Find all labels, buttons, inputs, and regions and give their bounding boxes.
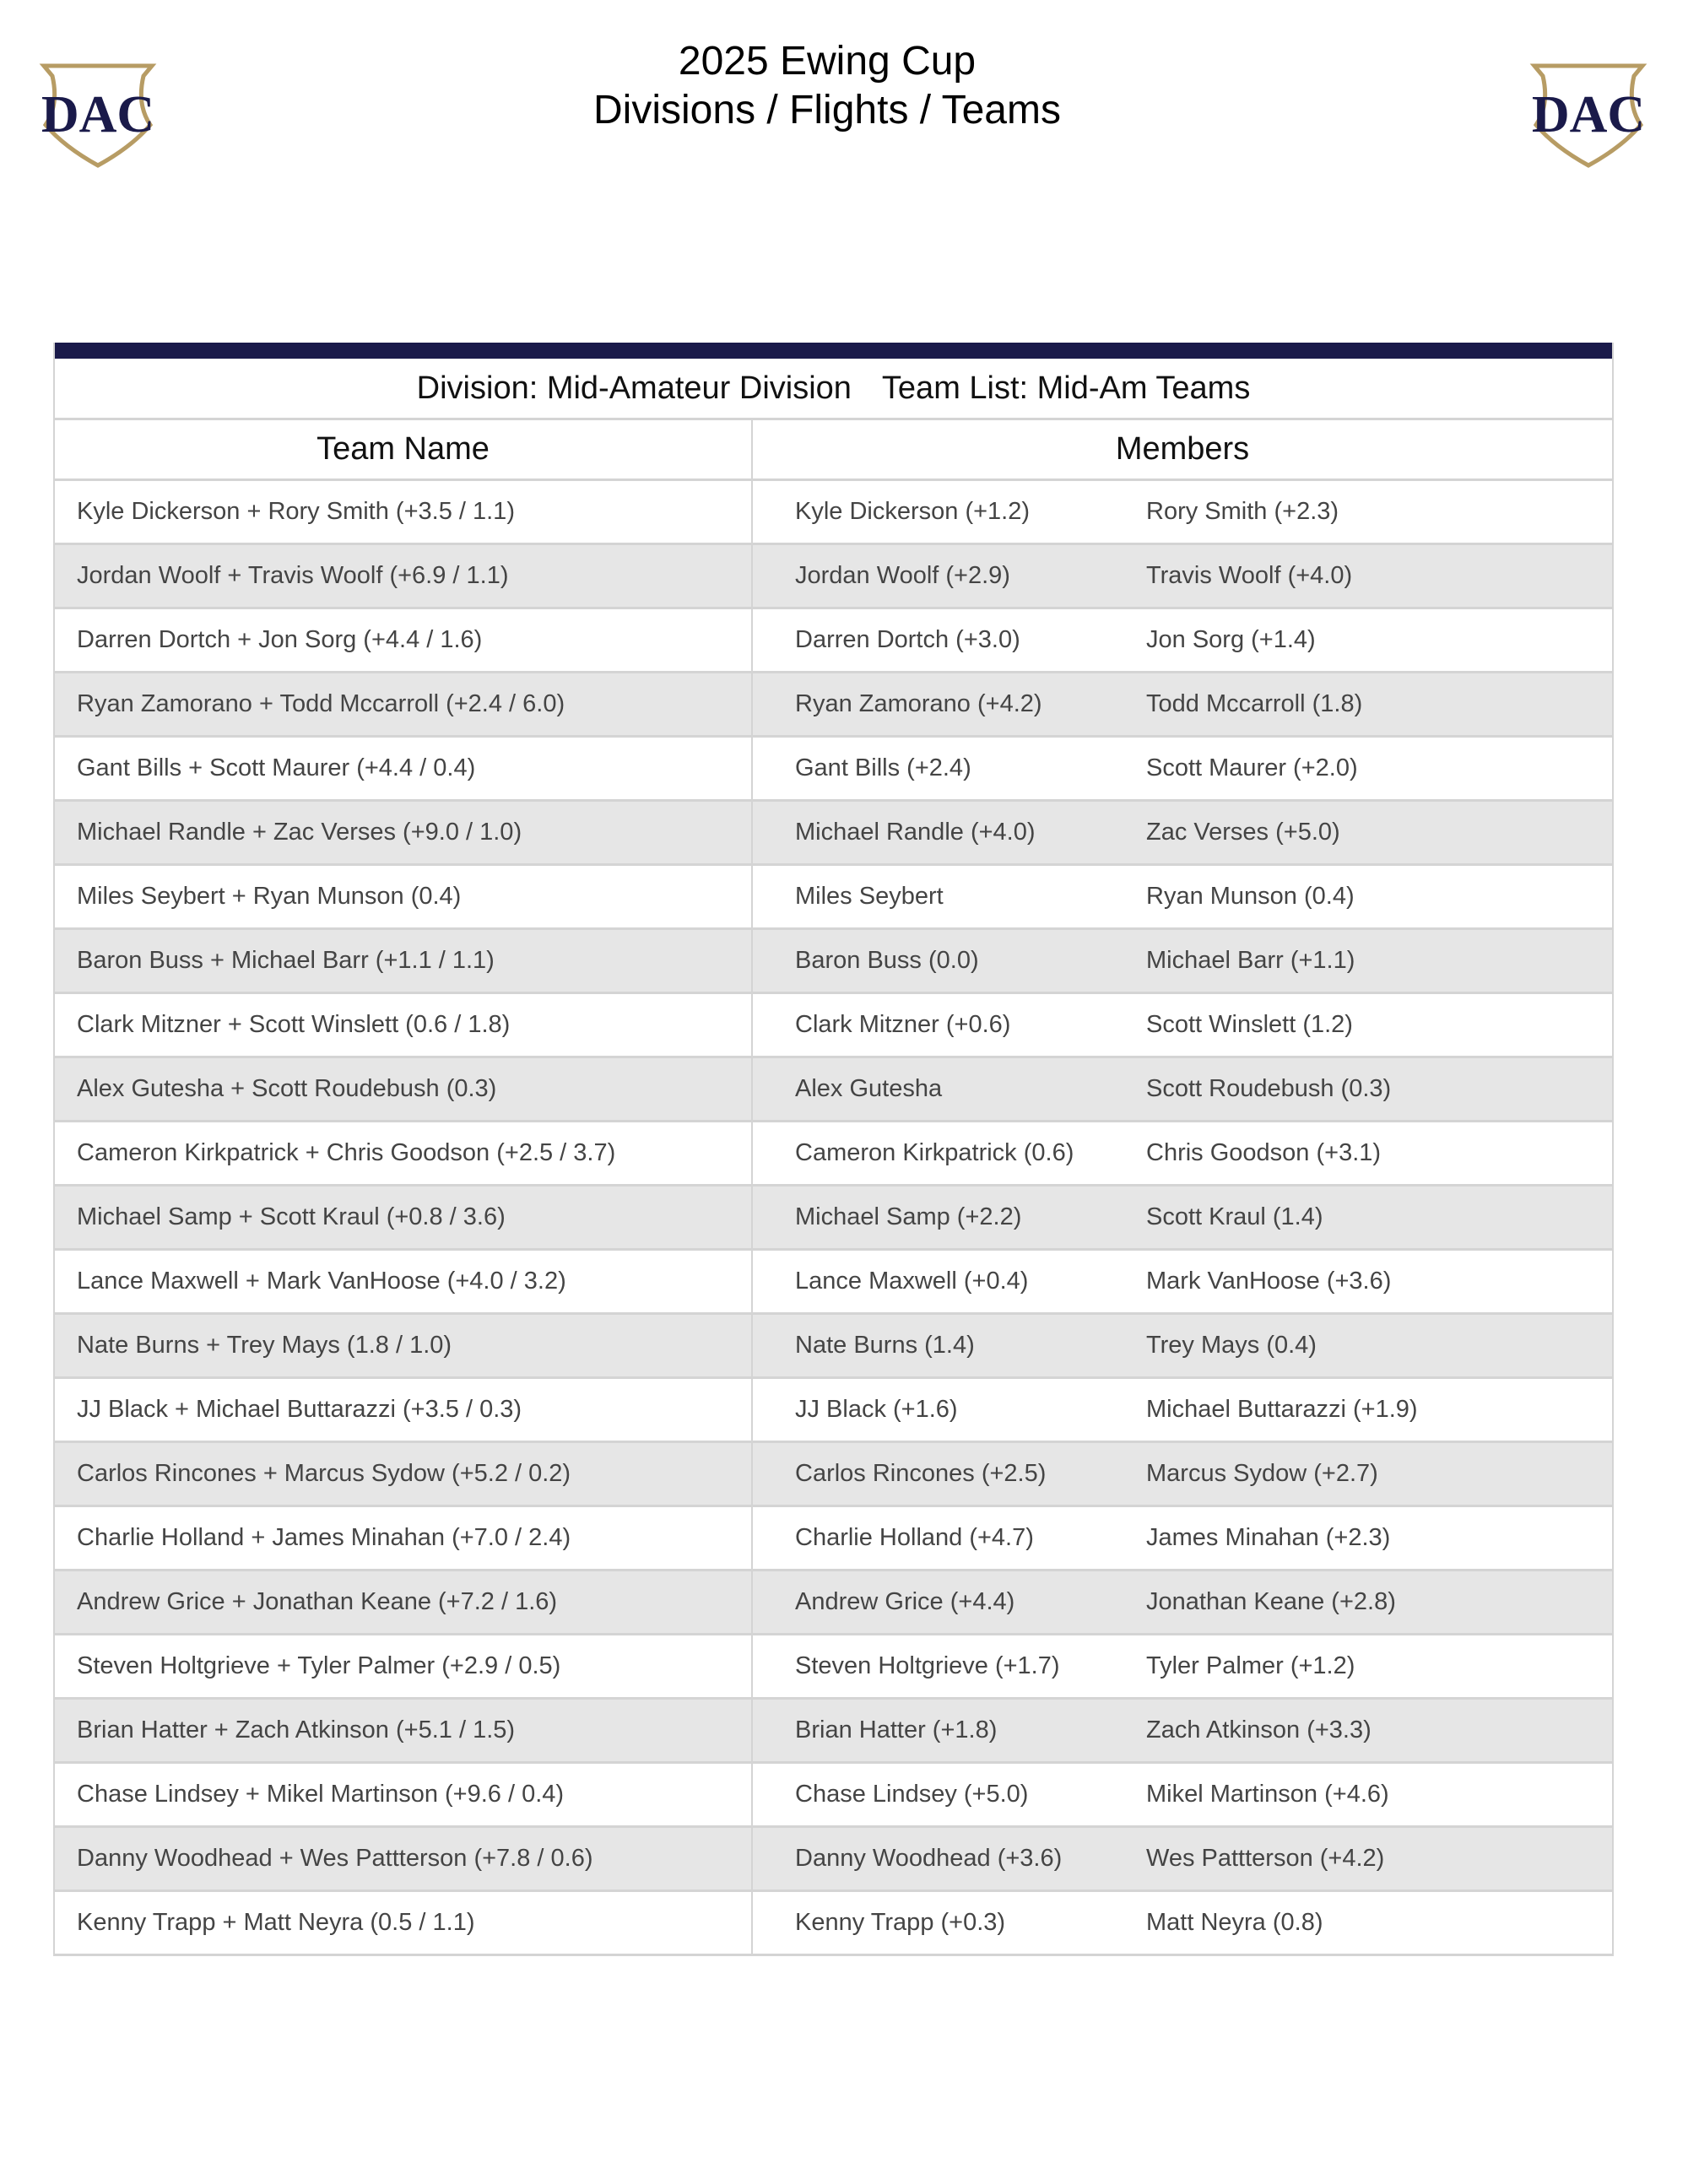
member-2-cell: Scott Maurer (+2.0) (1146, 754, 1358, 781)
member-2-cell: Mark VanHoose (+3.6) (1146, 1268, 1392, 1295)
member-1-cell: Nate Burns (1.4) (795, 1332, 975, 1359)
team-name-cell: Nate Burns + Trey Mays (1.8 / 1.0) (55, 1315, 753, 1376)
member-1-cell: Lance Maxwell (+0.4) (795, 1268, 1029, 1295)
member-2-cell: Marcus Sydow (+2.7) (1146, 1460, 1378, 1487)
team-name-cell: Gant Bills + Scott Maurer (+4.4 / 0.4) (55, 738, 753, 799)
member-1-cell: Darren Dortch (+3.0) (795, 626, 1020, 653)
team-name-cell: Kyle Dickerson + Rory Smith (+3.5 / 1.1) (55, 481, 753, 543)
member-1-cell: Clark Mitzner (+0.6) (795, 1011, 1011, 1038)
member-2-cell: James Minahan (+2.3) (1146, 1524, 1391, 1551)
column-headers (55, 420, 1612, 481)
table-row (55, 1251, 1612, 1315)
title-line-1: 2025 Ewing Cup (678, 39, 977, 84)
member-1-cell: Chase Lindsey (+5.0) (795, 1781, 1029, 1808)
team-name-cell: Ryan Zamorano + Todd Mccarroll (+2.4 / 6.0) (55, 673, 753, 735)
table-row (55, 1315, 1612, 1379)
team-name-cell: JJ Black + Michael Buttarazzi (+3.5 / 0.3) (55, 1379, 753, 1441)
team-name-cell: Brian Hatter + Zach Atkinson (+5.1 / 1.5) (55, 1700, 753, 1761)
member-2-cell: Matt Neyra (0.8) (1146, 1909, 1323, 1936)
table-row (55, 802, 1612, 866)
svg-text:DAC: DAC (41, 86, 155, 143)
member-2-cell: Jon Sorg (+1.4) (1146, 626, 1316, 653)
team-name-cell: Alex Gutesha + Scott Roudebush (0.3) (55, 1058, 753, 1120)
division-header (55, 359, 1612, 420)
member-1-cell: Gant Bills (+2.4) (795, 754, 971, 781)
member-1-cell: Danny Woodhead (+3.6) (795, 1845, 1063, 1872)
column-header-team-name: Team Name (55, 420, 753, 478)
member-2-cell: Zach Atkinson (+3.3) (1146, 1716, 1372, 1743)
table-row (55, 738, 1612, 802)
team-name-cell: Steven Holtgrieve + Tyler Palmer (+2.9 / 0.5) (55, 1635, 753, 1697)
member-1-cell: Miles Seybert (795, 883, 944, 910)
table-row (55, 1828, 1612, 1892)
member-2-cell: Scott Kraul (1.4) (1146, 1203, 1323, 1230)
team-name-cell: Carlos Rincones + Marcus Sydow (+5.2 / 0.2) (55, 1443, 753, 1505)
table-body (55, 481, 1612, 1956)
member-1-cell: Andrew Grice (+4.4) (795, 1588, 1015, 1615)
member-2-cell: Mikel Martinson (+4.6) (1146, 1781, 1389, 1808)
member-1-cell: Jordan Woolf (+2.9) (795, 562, 1010, 589)
member-2-cell: Michael Barr (+1.1) (1146, 947, 1355, 974)
member-2-cell: Chris Goodson (+3.1) (1146, 1139, 1382, 1166)
member-2-cell: Scott Winslett (1.2) (1146, 1011, 1353, 1038)
team-name-cell: Charlie Holland + James Minahan (+7.0 / 2.4) (55, 1507, 753, 1569)
table-row (55, 1892, 1612, 1956)
member-1-cell: Alex Gutesha (795, 1075, 943, 1102)
member-2-cell: Tyler Palmer (+1.2) (1146, 1652, 1355, 1679)
team-name-cell: Kenny Trapp + Matt Neyra (0.5 / 1.1) (55, 1892, 753, 1954)
member-1-cell: Steven Holtgrieve (+1.7) (795, 1652, 1060, 1679)
member-2-cell: Zac Verses (+5.0) (1146, 819, 1340, 846)
member-2-cell: Scott Roudebush (0.3) (1146, 1075, 1392, 1102)
member-2-cell: Wes Pattterson (+4.2) (1146, 1845, 1385, 1872)
table-row (55, 1379, 1612, 1443)
table-row (55, 994, 1612, 1058)
member-1-cell: Carlos Rincones (+2.5) (795, 1460, 1047, 1487)
team-name-cell: Cameron Kirkpatrick + Chris Goodson (+2.5 / 3.7) (55, 1122, 753, 1184)
member-2-cell: Travis Woolf (+4.0) (1146, 562, 1353, 589)
division-label: Division: Mid-Amateur Division (416, 370, 852, 406)
table-row (55, 1764, 1612, 1828)
table-row (55, 1507, 1612, 1571)
member-1-cell: JJ Black (+1.6) (795, 1396, 958, 1423)
table-row (55, 1122, 1612, 1187)
title-line-2: Divisions / Flights / Teams (593, 88, 1061, 132)
member-1-cell: Michael Samp (+2.2) (795, 1203, 1022, 1230)
table-row (55, 1058, 1612, 1122)
member-2-cell: Rory Smith (+2.3) (1146, 498, 1339, 525)
member-1-cell: Kenny Trapp (+0.3) (795, 1909, 1006, 1936)
team-name-cell: Clark Mitzner + Scott Winslett (0.6 / 1.8) (55, 994, 753, 1056)
member-1-cell: Charlie Holland (+4.7) (795, 1524, 1034, 1551)
teams-table (53, 343, 1614, 1956)
table-row (55, 673, 1612, 738)
team-name-cell: Michael Randle + Zac Verses (+9.0 / 1.0) (55, 802, 753, 863)
member-2-cell: Ryan Munson (0.4) (1146, 883, 1355, 910)
table-row (55, 1187, 1612, 1251)
member-1-cell: Baron Buss (0.0) (795, 947, 979, 974)
table-row (55, 481, 1612, 545)
column-header-members: Members (1115, 431, 1250, 467)
member-2-cell: Jonathan Keane (+2.8) (1146, 1588, 1396, 1615)
member-1-cell: Kyle Dickerson (+1.2) (795, 498, 1031, 525)
team-name-cell: Miles Seybert + Ryan Munson (0.4) (55, 866, 753, 927)
table-row (55, 1443, 1612, 1507)
member-1-cell: Brian Hatter (+1.8) (795, 1716, 998, 1743)
table-row (55, 1571, 1612, 1635)
team-name-cell: Chase Lindsey + Mikel Martinson (+9.6 / 0.4) (55, 1764, 753, 1825)
member-2-cell: Trey Mays (0.4) (1146, 1332, 1317, 1359)
member-2-cell: Michael Buttarazzi (+1.9) (1146, 1396, 1418, 1423)
table-row (55, 545, 1612, 609)
table-row (55, 1635, 1612, 1700)
member-1-cell: Cameron Kirkpatrick (0.6) (795, 1139, 1074, 1166)
team-list-label: Team List: Mid-Am Teams (881, 370, 1251, 406)
page-title (0, 37, 1654, 135)
team-name-cell: Darren Dortch + Jon Sorg (+4.4 / 1.6) (55, 609, 753, 671)
team-name-cell: Baron Buss + Michael Barr (+1.1 / 1.1) (55, 930, 753, 992)
team-name-cell: Danny Woodhead + Wes Pattterson (+7.8 / 0.6) (55, 1828, 753, 1889)
svg-text:DAC: DAC (1531, 86, 1646, 143)
table-row (55, 930, 1612, 994)
table-row (55, 866, 1612, 930)
member-2-cell: Todd Mccarroll (1.8) (1146, 690, 1363, 717)
table-row (55, 1700, 1612, 1764)
member-1-cell: Michael Randle (+4.0) (795, 819, 1036, 846)
team-name-cell: Michael Samp + Scott Kraul (+0.8 / 3.6) (55, 1187, 753, 1248)
member-1-cell: Ryan Zamorano (+4.2) (795, 690, 1042, 717)
table-row (55, 609, 1612, 673)
table-top-bar (55, 343, 1612, 359)
team-name-cell: Lance Maxwell + Mark VanHoose (+4.0 / 3.2) (55, 1251, 753, 1312)
team-name-cell: Jordan Woolf + Travis Woolf (+6.9 / 1.1) (55, 545, 753, 607)
team-name-cell: Andrew Grice + Jonathan Keane (+7.2 / 1.6) (55, 1571, 753, 1633)
